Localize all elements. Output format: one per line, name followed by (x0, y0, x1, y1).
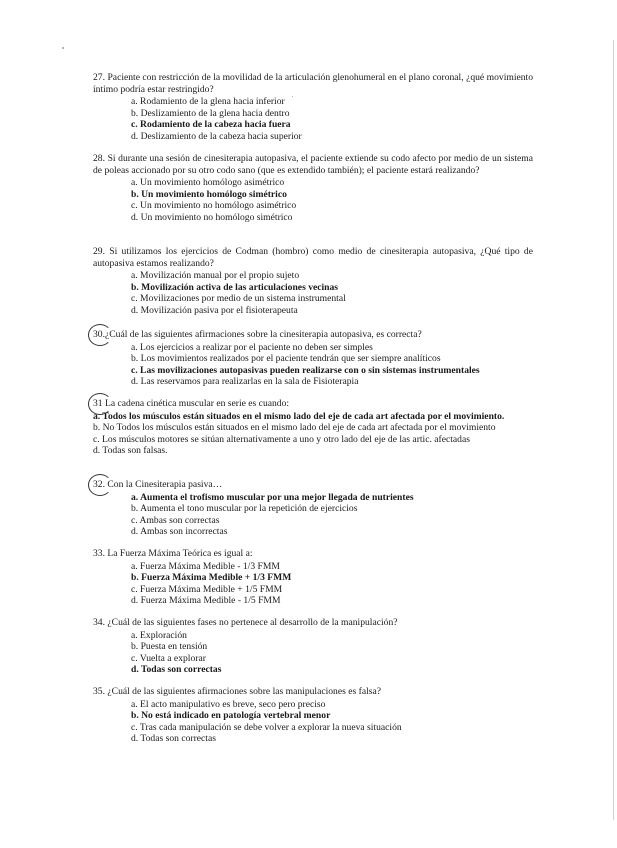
option-c: c. Tras cada manipulación se debe volver a explorar la nueva situación (131, 721, 402, 733)
question-number: 32. (93, 479, 105, 490)
option-c: c. Vuelta a explorar (131, 652, 206, 664)
option-a: a. Exploración (131, 629, 187, 641)
question-text: Si utilizamos los ejercicios de Codman (hombro) como medio de cinesiterapia autopasiva, ¿Qué tipo de autopasiva estamos realizando? (93, 246, 533, 269)
option-d: d. Un movimiento no homólogo simétrico (131, 211, 293, 223)
option-b: b. No Todos los músculos están situados en el mismo lado del eje de cada art afectada por el movimiento (93, 422, 496, 434)
question-text: Paciente con restricción de la movilidad de la articulación glenohumeral en el plano coronal, ¿qué movimiento íntimo podría estar restringido? (93, 72, 533, 95)
option-d: d. Todas son correctas (131, 664, 222, 676)
option-a: a. Rodamiento de la glena hacia inferior (131, 96, 285, 108)
option-c: c. Movilizaciones por medio de un sistema instrumental (131, 293, 346, 305)
option-b: b. No está indicado en patología vertebral menor (131, 710, 331, 722)
option-list (131, 492, 533, 538)
hand-circled-number (93, 479, 105, 491)
question-stem (93, 686, 533, 698)
option-c: c. Ambas son correctas (131, 514, 220, 526)
option-a: a. Un movimiento homólogo asimétrico (131, 177, 285, 189)
question-33 (93, 548, 533, 607)
question-number: 34. (93, 617, 105, 628)
option-b: b. Movilización activa de las articulaciones vecinas (131, 281, 339, 293)
option-a: a. Movilización manual por el propio sujeto (131, 270, 300, 282)
question-text: La Fuerza Máxima Teórica es igual a: (107, 548, 253, 559)
question-34 (93, 617, 533, 676)
option-b: b. Los movimientos realizados por el paciente tendrán que ser siempre analíticos (131, 353, 441, 365)
question-stem (93, 153, 533, 176)
question-text: ¿Cuál de las siguientes fases no pertenece al desarrollo de la manipulación? (107, 617, 398, 628)
option-c: c. Un movimiento no homólogo asimétrico (131, 200, 297, 212)
question-stem (93, 548, 533, 560)
question-number: 35. (93, 686, 105, 697)
option-c: c. Las movilizaciones autopasivas pueden realizarse con o sin sistemas instrumentales (131, 364, 480, 376)
option-b: b. Puesta en tensión (131, 641, 208, 653)
question-text: La cadena cinética muscular en serie es cuando: (105, 398, 290, 409)
hand-circled-number (93, 329, 105, 341)
option-b: b. Deslizamiento de la glena hacia dentro (131, 107, 290, 119)
question-number: 33. (93, 548, 105, 559)
scan-speck (62, 47, 64, 49)
question-29 (93, 246, 533, 317)
question-text: ¿Cuál de las siguientes afirmaciones sobre la cinesiterapia autopasiva, es correcta? (105, 329, 422, 340)
question-stem (93, 329, 533, 341)
question-stem (93, 479, 533, 491)
question-stem (93, 617, 533, 629)
option-a: a. El acto manipulativo es breve, seco pero preciso (131, 698, 326, 710)
question-text: Si durante una sesión de cinesiterapia autopasiva, el paciente extiende su codo afecto por medio de un sistema de poleas accionado por su otro codo sano (que es extendido también); el paciente estará realizando? (93, 153, 533, 176)
option-a: a. Todos los músculos están situados en el mismo lado del eje de cada art afectada por el movimiento. (93, 410, 505, 422)
option-d: d. Deslizamiento de la cabeza hacia superior (131, 130, 302, 142)
option-a: a. Aumenta el trofismo muscular por una mejor llegada de nutrientes (131, 491, 414, 503)
option-d: d. Las reservamos para realizarlas en la sala de Fisioterapia (131, 376, 359, 388)
option-b: b. Fuerza Máxima Medible + 1/3 FMM (131, 572, 292, 584)
pen-circle-mark (88, 474, 112, 496)
option-d: d. Fuerza Máxima Medible - 1/5 FMM (131, 595, 281, 607)
question-number: 30. (93, 329, 105, 340)
option-list (131, 699, 533, 745)
question-31 (93, 398, 533, 457)
option-list (131, 630, 533, 676)
option-list (131, 342, 533, 388)
pen-circle-mark (88, 393, 112, 415)
option-a: a. Los ejercicios a realizar por el paciente no deben ser simples (131, 341, 373, 353)
option-b: b. Un movimiento homólogo simétrico (131, 188, 287, 200)
question-35 (93, 686, 533, 745)
question-number: 29. (93, 246, 105, 257)
option-d: d. Todas son correctas (131, 733, 216, 745)
option-a: a. Fuerza Máxima Medible - 1/3 FMM (131, 560, 280, 572)
hand-circled-number (93, 398, 103, 410)
option-list (93, 411, 533, 457)
scan-edge-line (613, 40, 614, 820)
option-d: d. Movilización pasiva por el fisioterapeuta (131, 304, 298, 316)
option-b: b. Aumenta el tono muscular por la repetición de ejercicios (131, 503, 358, 515)
question-number: 28. (93, 153, 105, 164)
option-list (131, 561, 533, 607)
question-number: 27. (93, 72, 105, 83)
question-text: Con la Cinesiterapia pasiva… (107, 479, 223, 490)
option-c: c. Fuerza Máxima Medible + 1/5 FMM (131, 583, 283, 595)
question-28 (93, 153, 533, 224)
option-list (131, 96, 533, 142)
question-number: 31 (93, 398, 103, 409)
pen-circle-mark (88, 324, 112, 346)
option-d: d. Todas son falsas. (93, 445, 168, 457)
option-list (131, 270, 533, 316)
question-27 (93, 72, 533, 143)
question-stem (93, 72, 533, 95)
option-d: d. Ambas son incorrectas (131, 526, 228, 538)
question-stem (93, 246, 533, 269)
question-32 (93, 479, 533, 538)
question-text: ¿Cuál de las siguientes afirmaciones sobre las manipulaciones es falsa? (107, 686, 382, 697)
question-stem (93, 398, 533, 410)
question-30 (93, 329, 533, 388)
option-c: c. Los músculos motores se sitúan alternativamente a uno y otro lado del eje de las artic. afectadas (93, 433, 470, 445)
option-c: c. Rodamiento de la cabeza hacia fuera (131, 119, 291, 131)
option-list (131, 177, 533, 223)
